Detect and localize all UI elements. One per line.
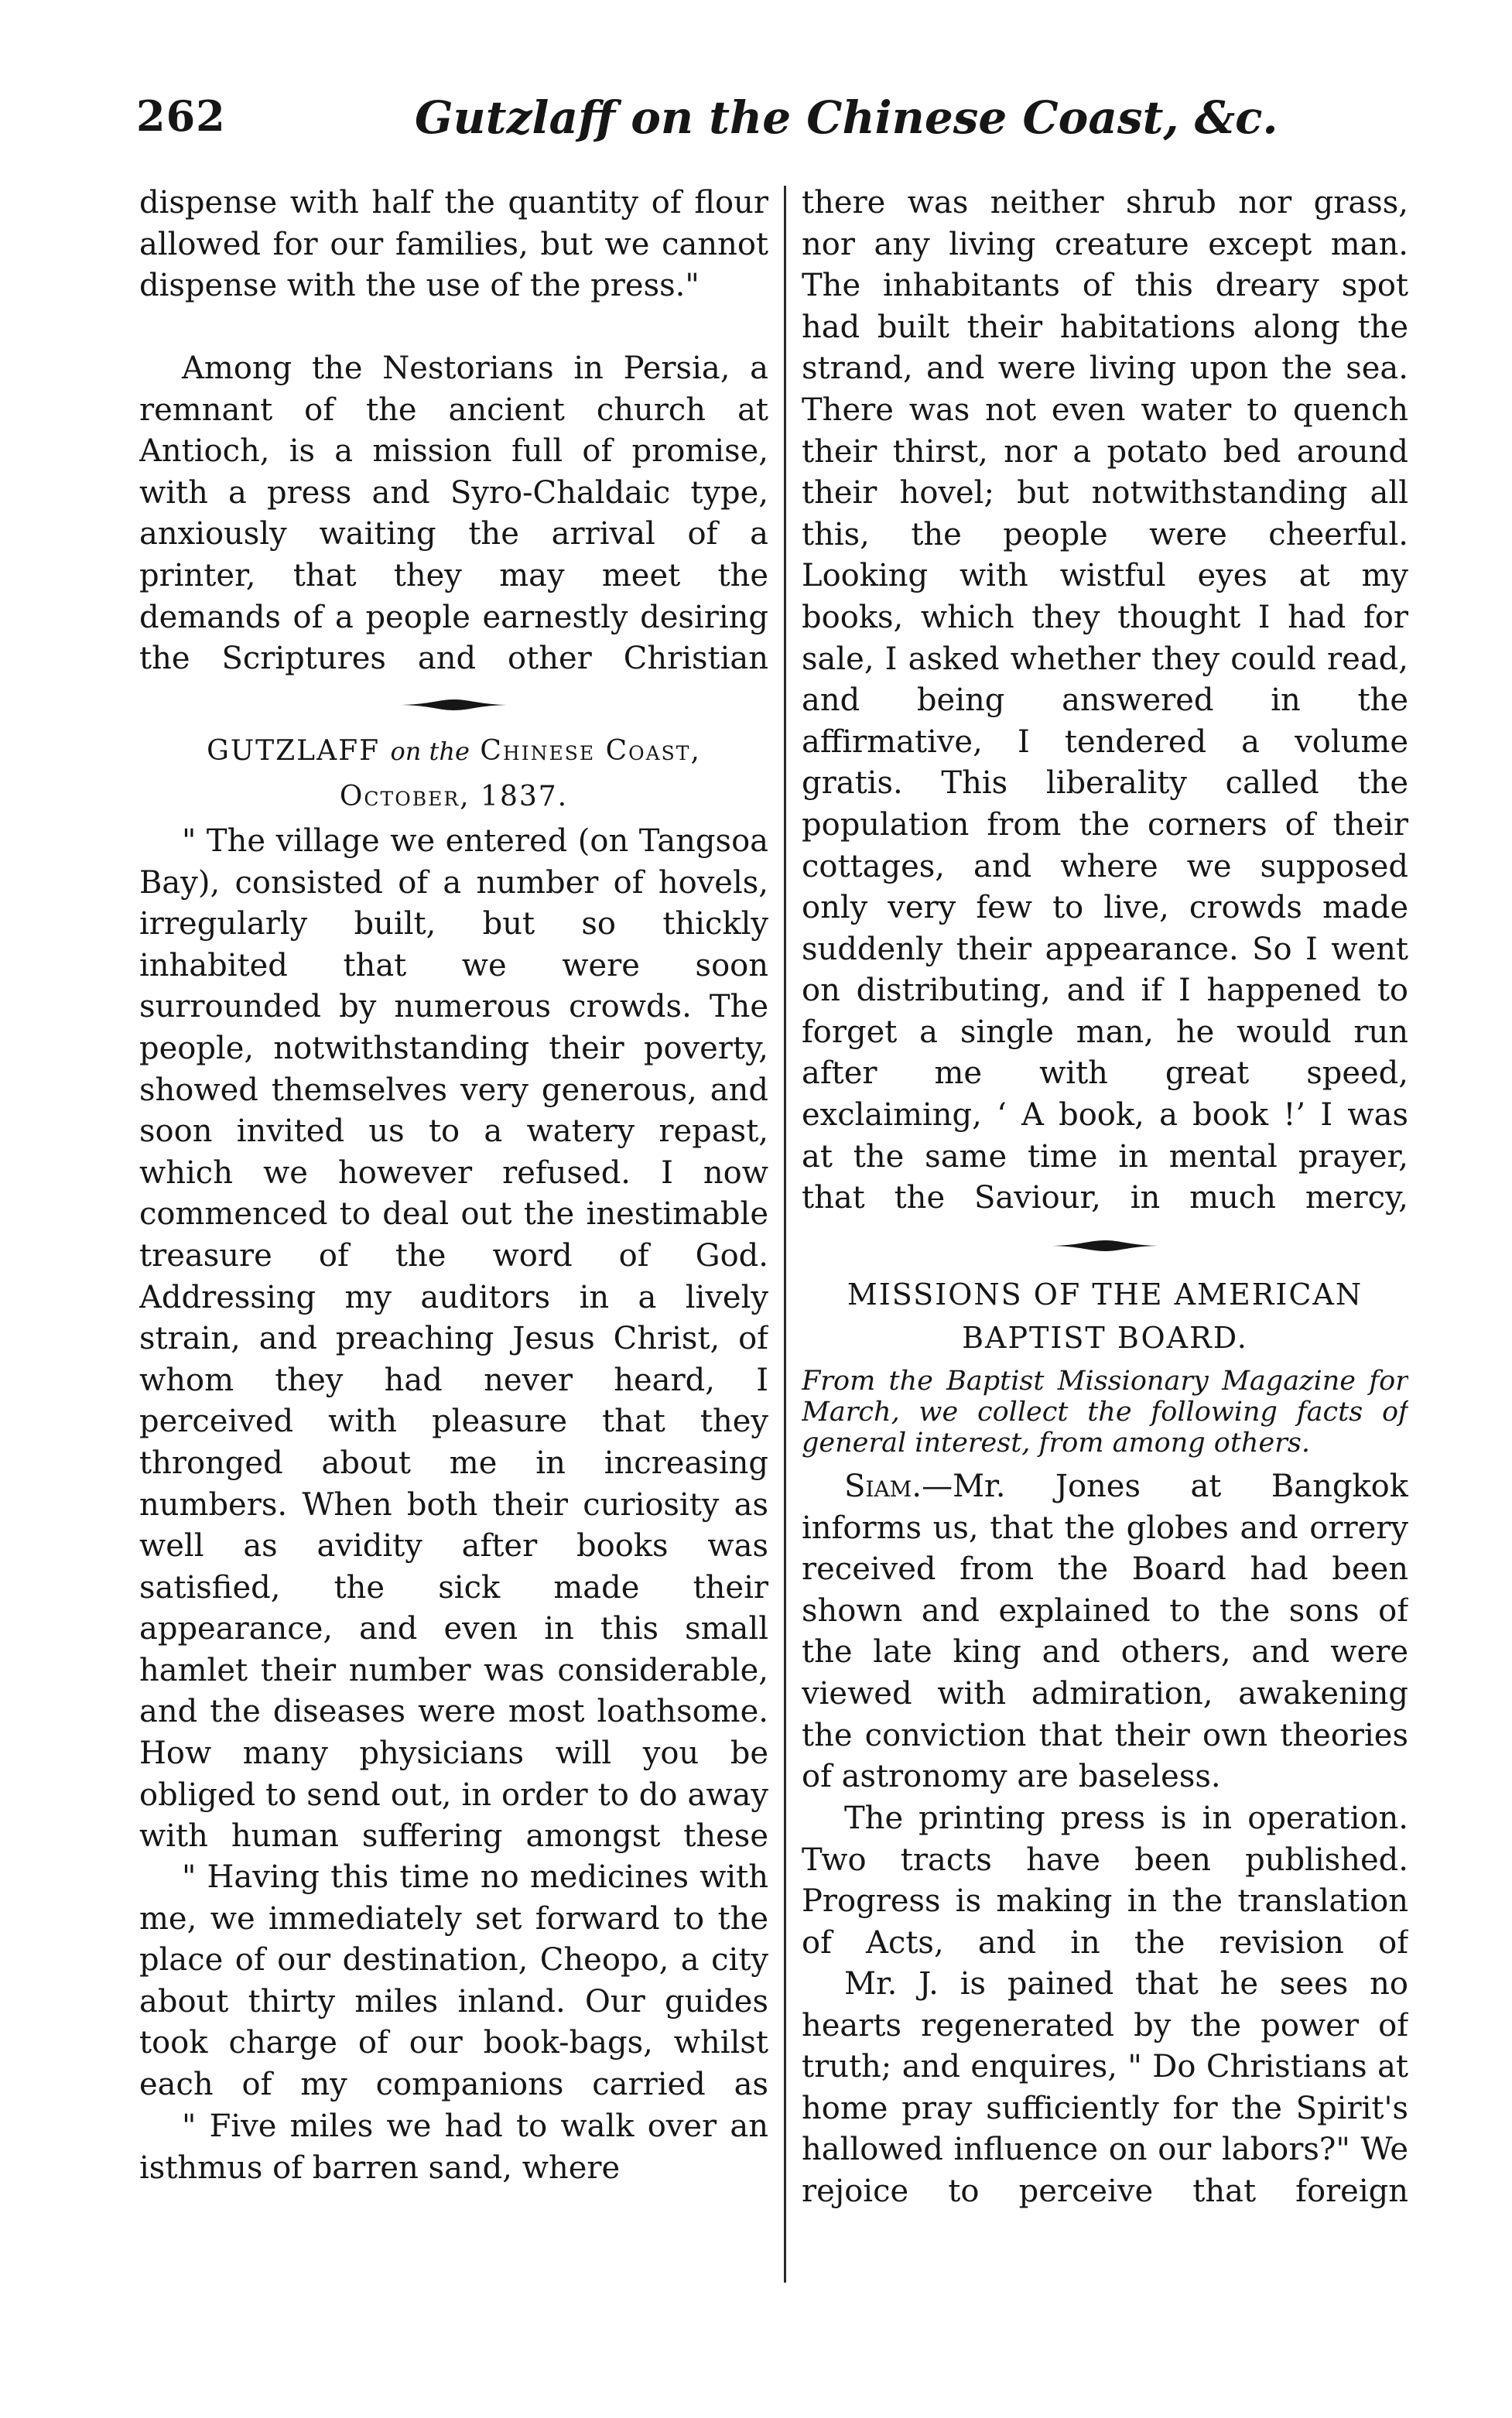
paragraph-text: The printing press is in operation. Two tracts have been published. Progress is making in the translation of Acts, and in the revision of [802,1801,1408,1961]
section-intro [802,1366,1408,1466]
paragraph-text: —Mr. Jones at Bangkok informs us, that the globes and orrery received from the Board had been shown and explained to the sons of the late king and others, and were viewed with admiration, awakening the conviction that their own theories of astronomy are baseless. [802,1469,1408,1795]
article-title-name: GUTZLAFF [207,735,381,767]
siam-label: Siam. [844,1469,922,1504]
article-title-place: Chinese Coast, [480,735,701,767]
paragraph-text: Mr. J. is pained that he sees no hearts regenerated by the power of truth; and enquires, " Do Christians at home pray sufficiently for the Spirit's hallowed influence on our labors?" We rejoice to perceive that foreign [802,1966,1408,2209]
paragraph-nestorians [139,348,768,680]
paragraph-press-continuation [139,183,768,348]
paragraph-text: " Five miles we had to walk over an isthmus of barren sand, where [139,2108,768,2186]
paragraph-text: Among the Nestorians in Persia, a remnant of the ancient church at Antioch, is a mission full of promise, with a press and Syro-Chaldaic type, anxiously waiting the arrival of a printer, that they may meet the demands of a people earnestly desiring the Scriptures and other Christian [139,351,768,677]
paragraph-text: dispense with half the quantity of flour allowed for our families, but we cannot dispense with the use of the press." [139,185,768,304]
column-divider [784,186,786,2283]
paragraph-village [139,821,768,1857]
paragraph-dreary-spot [802,183,1408,1219]
intro-text: From the Baptist Missionary Magazine for March, we collect the following facts of general interest, from among others. [802,1366,1408,1459]
paragraph-medicines [139,1857,768,2106]
running-title: Gutzlaff on the Chinese Coast, &c. [415,91,1278,144]
paragraph-text: there was neither shrub nor grass, nor any living creature except man. The inhabitants of this dreary spot had built their habitations along the strand, and were living upon the sea. There was not even water to quench their thirst, nor a potato bed around their hovel; but notwithstanding all this, the people were cheerful. Looking with wistful eyes at my books, which they thought I had for sale, I asked whether they could read, and being answered in the affirmative, I tendered a volume gratis. This liberality called the population from the corners of their cottages, and where we supposed only very few to live, crowds made suddenly their appearance. So I went on distributing, and if I happened to forget a single man, he would run after me with great speed, exclaiming, ‘ A book, a book !’ I was at the same time in mental prayer, that the Saviour, in much mercy, [802,185,1408,1216]
page-header [136,91,1405,169]
section-ornament [802,1219,1408,1273]
paragraph-printing-press [802,1798,1408,1964]
paragraph-text: " Having this time no medicines with me, we immediately set forward to the place of our destination, Cheopo, a city about thirty miles inland. Our guides took charge of our book-bags, whilst each of my companions carried as [139,1859,768,2102]
paragraph-mr-j [802,1964,1408,2213]
article-date: October, 1837. [339,781,569,812]
article-title [139,730,768,773]
paragraph-siam [802,1466,1408,1798]
section-heading-line1: MISSIONS OF THE AMERICAN [847,1277,1363,1312]
article-title-on: on the [390,737,470,766]
right-column [802,183,1408,2213]
ornament-dash-icon [1051,1238,1159,1253]
left-column [139,183,768,2190]
paragraph-isthmus [139,2106,768,2190]
paragraph-text: " The village we entered (on Tangsoa Bay), consisted of a number of hovels, irregularly built, but so thickly inhabited that we were soon surrounded by numerous crowds. The people, notwithstanding their poverty, showed themselves very generous, and soon invited us to a watery repast, which we however refused. I now commenced to deal out the inestimable treasure of the word of God. Addressing my auditors in a lively strain, and preaching Jesus Christ, of whom they had never heard, I perceived with pleasure that they thronged about me in increasing numbers. When both their curiosity as well as avidity after books was satisfied, the sick made their appearance, and even in this small hamlet their number was considerable, and the diseases were most loathsome. How many physicians will you be obliged to send out, in order to do away with human suffering amongst these [139,823,768,1855]
page-number: 262 [136,91,226,141]
ornament-dash-icon [400,697,508,713]
section-ornament [139,680,768,730]
section-heading-line2: BAPTIST BOARD. [962,1321,1248,1355]
